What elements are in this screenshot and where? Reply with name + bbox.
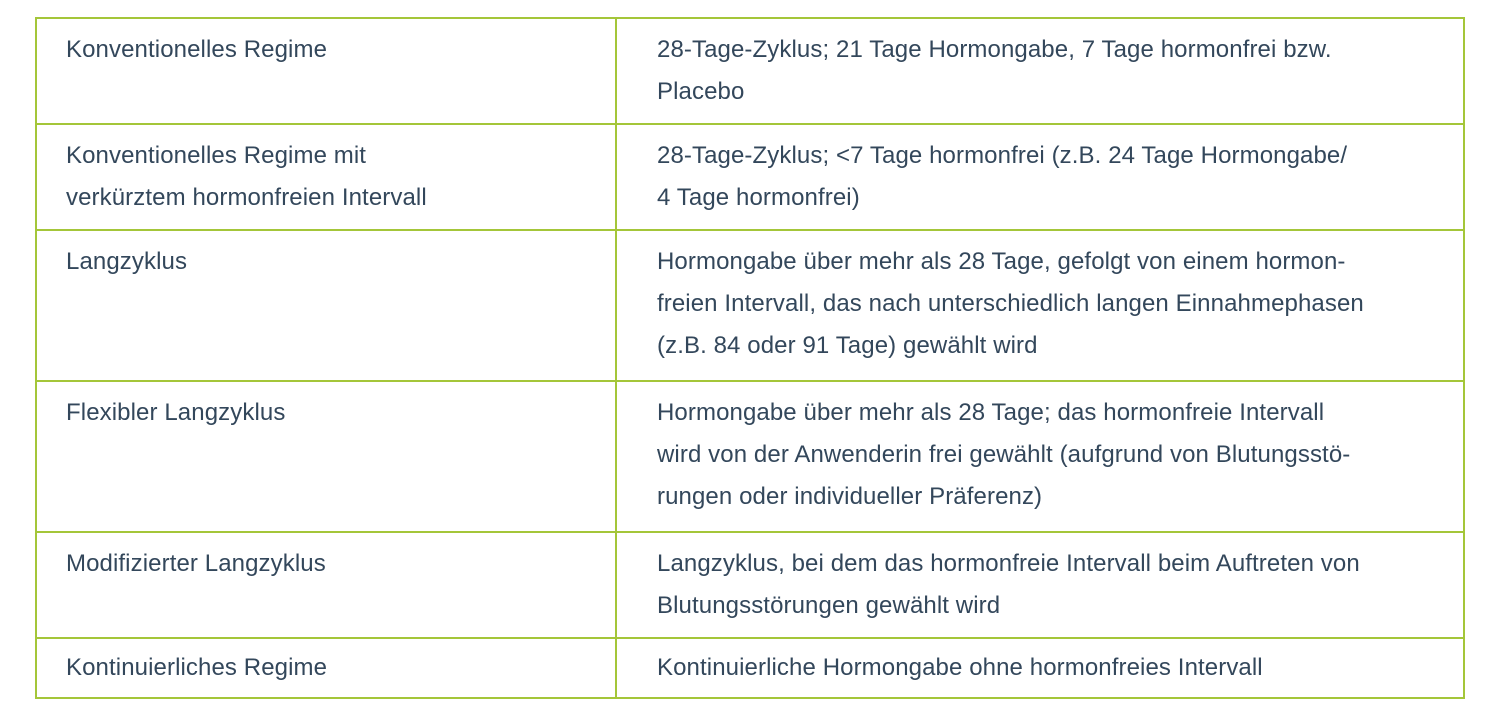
- description-cell: [616, 638, 1464, 698]
- term-line: Konventionelles Regime mit: [66, 142, 367, 169]
- description-line: freien Intervall, das nach unterschiedlich langen Einnahmephasen: [657, 290, 1364, 317]
- description-line: 4 Tage hormonfrei): [657, 184, 860, 211]
- description-line: Placebo: [657, 78, 745, 105]
- description-line: rungen oder individueller Präferenz): [657, 483, 1043, 510]
- description-cell: [616, 532, 1464, 638]
- description-line: Hormongabe über mehr als 28 Tage, gefolgt von einem hormon-: [657, 248, 1346, 275]
- description-cell: [616, 381, 1464, 532]
- description-line: wird von der Anwenderin frei gewählt (aufgrund von Blutungsstö-: [657, 441, 1351, 468]
- term-cell: [36, 230, 616, 381]
- term-text: Modifizierter Langzyklus: [66, 550, 326, 577]
- description-cell: [616, 18, 1464, 124]
- term-text: Konventionelles Regime: [66, 36, 328, 63]
- description-line: Blutungsstörungen gewählt wird: [657, 592, 1001, 619]
- term-cell: [36, 381, 616, 532]
- term-cell: [36, 638, 616, 698]
- term-text: Flexibler Langzyklus: [66, 399, 286, 426]
- table-row: [36, 381, 1464, 532]
- term-text: Kontinuierliches Regime: [66, 654, 328, 681]
- description-line: Hormongabe über mehr als 28 Tage; das hormonfreie Intervall: [657, 399, 1325, 426]
- table-row: [36, 532, 1464, 638]
- description-cell: [616, 230, 1464, 381]
- regimen-table: [35, 17, 1465, 699]
- term-text: Langzyklus: [66, 248, 188, 275]
- description-line: (z.B. 84 oder 91 Tage) gewählt wird: [657, 332, 1038, 359]
- description-line: Kontinuierliche Hormongabe ohne hormonfreies Intervall: [657, 654, 1263, 681]
- term-cell: [36, 124, 616, 230]
- term-cell: [36, 532, 616, 638]
- table-row: [36, 230, 1464, 381]
- table-row: [36, 18, 1464, 124]
- description-line: Langzyklus, bei dem das hormonfreie Intervall beim Auftreten von: [657, 550, 1360, 577]
- term-cell: [36, 18, 616, 124]
- description-line: 28-Tage-Zyklus; <7 Tage hormonfrei (z.B. 24 Tage Hormongabe/: [657, 142, 1348, 169]
- description-line: 28-Tage-Zyklus; 21 Tage Hormongabe, 7 Tage hormonfrei bzw.: [657, 36, 1332, 63]
- regimen-table-container: [35, 17, 1463, 699]
- table-row: [36, 638, 1464, 698]
- table-row: [36, 124, 1464, 230]
- term-line: verkürztem hormonfreien Intervall: [66, 184, 427, 211]
- description-cell: [616, 124, 1464, 230]
